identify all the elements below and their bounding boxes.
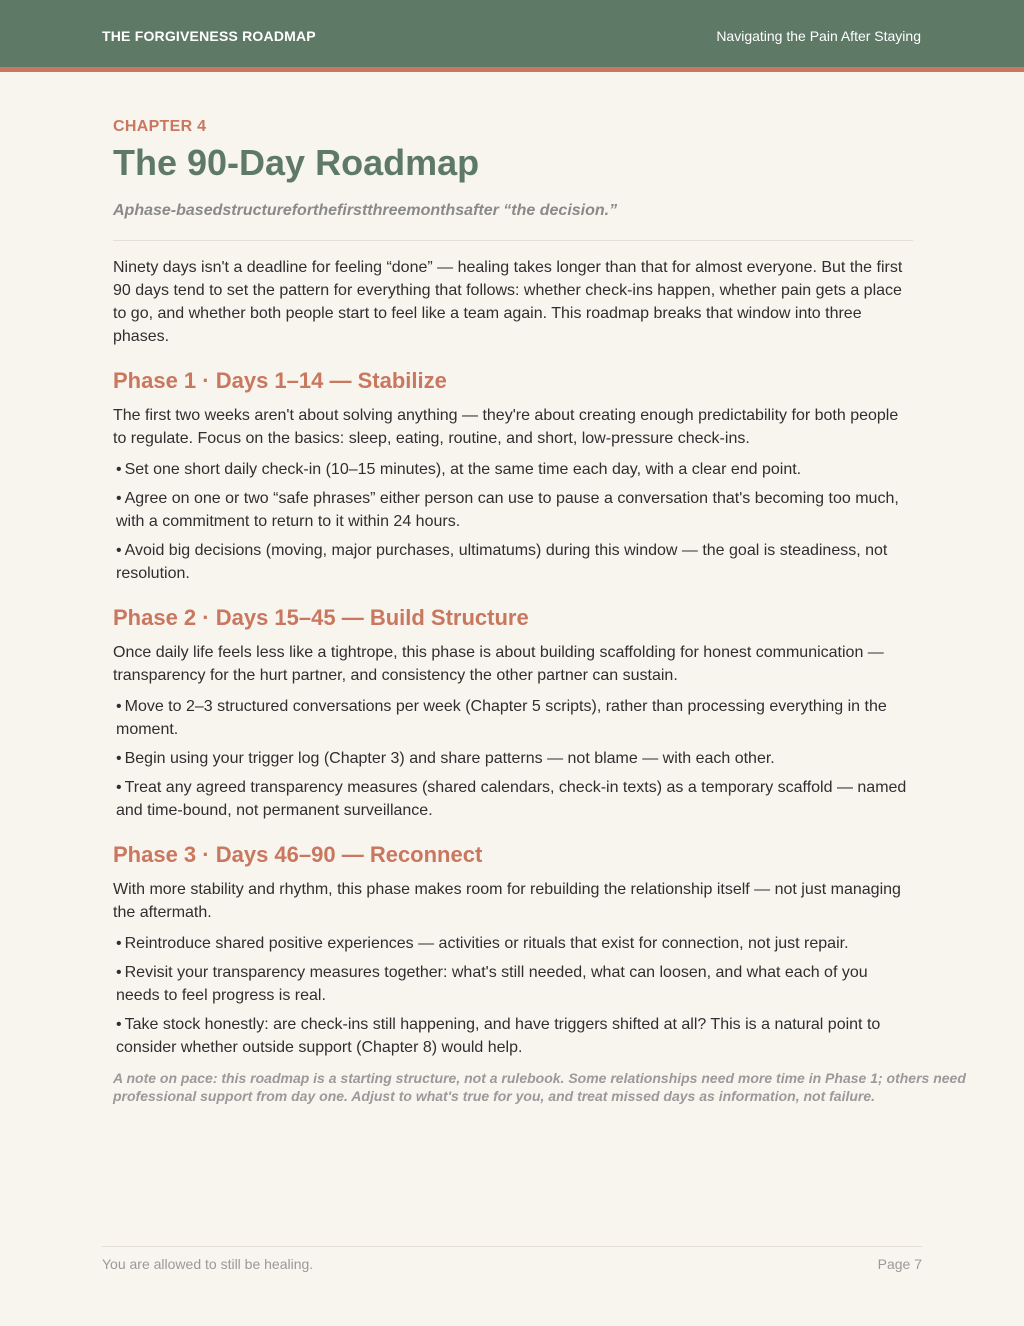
list-item: • Reintroduce shared positive experiences — activities or rituals that exist for connection, not just repair. bbox=[116, 935, 849, 952]
phase-2-description: Once daily life feels less like a tightrope, this phase is about building scaffolding for honest communication — transparency for the hurt partner, and consistency the other partner can sustain. bbox=[113, 644, 884, 684]
list-item: • Take stock honestly: are check-ins still happening, and have triggers shifted at all? This is a natural point to consider whether outside support (Chapter 8) would help. bbox=[116, 1016, 881, 1056]
phase-1-list bbox=[113, 458, 913, 585]
bullet-icon: • bbox=[116, 542, 122, 559]
bullet-icon: • bbox=[116, 461, 122, 478]
phase-1-heading: Phase 1 · Days 1–14 — Stabilize bbox=[113, 368, 447, 393]
bullet-icon: • bbox=[116, 698, 122, 715]
chapter-content bbox=[113, 118, 966, 1105]
bullet-icon: • bbox=[116, 1016, 122, 1033]
phase-2-heading: Phase 2 · Days 15–45 — Build Structure bbox=[113, 605, 529, 630]
phase-3-heading: Phase 3 · Days 46–90 — Reconnect bbox=[113, 842, 483, 867]
list-item: • Avoid big decisions (moving, major purchases, ultimatums) during this window — the goal is steadiness, not resolution. bbox=[116, 542, 888, 582]
list-item: • Revisit your transparency measures together: what's still needed, what can loosen, and what each of you needs to feel progress is real. bbox=[116, 964, 868, 1004]
list-item: • Treat any agreed transparency measures (shared calendars, check-in texts) as a temporary scaffold — named and time-bound, not permanent surveillance. bbox=[116, 779, 907, 819]
header-bar bbox=[0, 0, 1024, 72]
chapter-subtitle: Aphase-basedstructureforthefirstthreemonthsafter “the decision.” bbox=[113, 202, 618, 219]
bullet-icon: • bbox=[116, 964, 122, 981]
header-tagline: Navigating the Pain After Staying bbox=[716, 28, 921, 44]
list-item: • Begin using your trigger log (Chapter 3) and share patterns — not blame — with each other. bbox=[116, 750, 775, 767]
phase-1-description: The first two weeks aren't about solving anything — they're about creating enough predictability for both people to regulate. Focus on the basics: sleep, eating, routine, and short, low-pressure check-ins. bbox=[113, 407, 899, 447]
list-item: • Set one short daily check-in (10–15 minutes), at the same time each day, with a clear end point. bbox=[116, 461, 802, 478]
bullet-icon: • bbox=[116, 750, 122, 767]
list-item: • Agree on one or two “safe phrases” either person can use to pause a conversation that's becoming too much, with a commitment to return to it within 24 hours. bbox=[116, 490, 899, 530]
chapter-title: The 90-Day Roadmap bbox=[113, 142, 480, 183]
chapter-label: CHAPTER 4 bbox=[113, 118, 207, 135]
brand-title: THE FORGIVENESS ROADMAP bbox=[102, 28, 316, 44]
bullet-icon: • bbox=[116, 779, 122, 796]
page-footer bbox=[102, 1246, 922, 1272]
footer-quote: You are allowed to still be healing. bbox=[102, 1256, 314, 1272]
bullet-icon: • bbox=[116, 490, 122, 507]
page-number: Page 7 bbox=[877, 1256, 922, 1272]
pace-note: A note on pace: this roadmap is a starting structure, not a rulebook. Some relationships need more time in Phase 1; others need professional support from day one. Adjust to what's true for you, and treat missed days as information, not failure. bbox=[113, 1070, 966, 1104]
list-item: • Move to 2–3 structured conversations per week (Chapter 5 scripts), rather than processing everything in the moment. bbox=[116, 698, 887, 738]
divider bbox=[113, 240, 913, 241]
bullet-icon: • bbox=[116, 935, 122, 952]
phase-3-description: With more stability and rhythm, this phase makes room for rebuilding the relationship itself — not just managing the aftermath. bbox=[113, 881, 901, 921]
phase-2-list bbox=[113, 695, 913, 822]
intro-paragraph: Ninety days isn't a deadline for feeling “done” — healing takes longer than that for almost everyone. But the first 90 days tend to set the pattern for everything that follows: whether check-ins happen, whether pain gets a place to go, and whether both people start to feel like a team again. This roadmap breaks that window into three phases. bbox=[113, 259, 903, 345]
phase-3-list bbox=[113, 932, 913, 1059]
